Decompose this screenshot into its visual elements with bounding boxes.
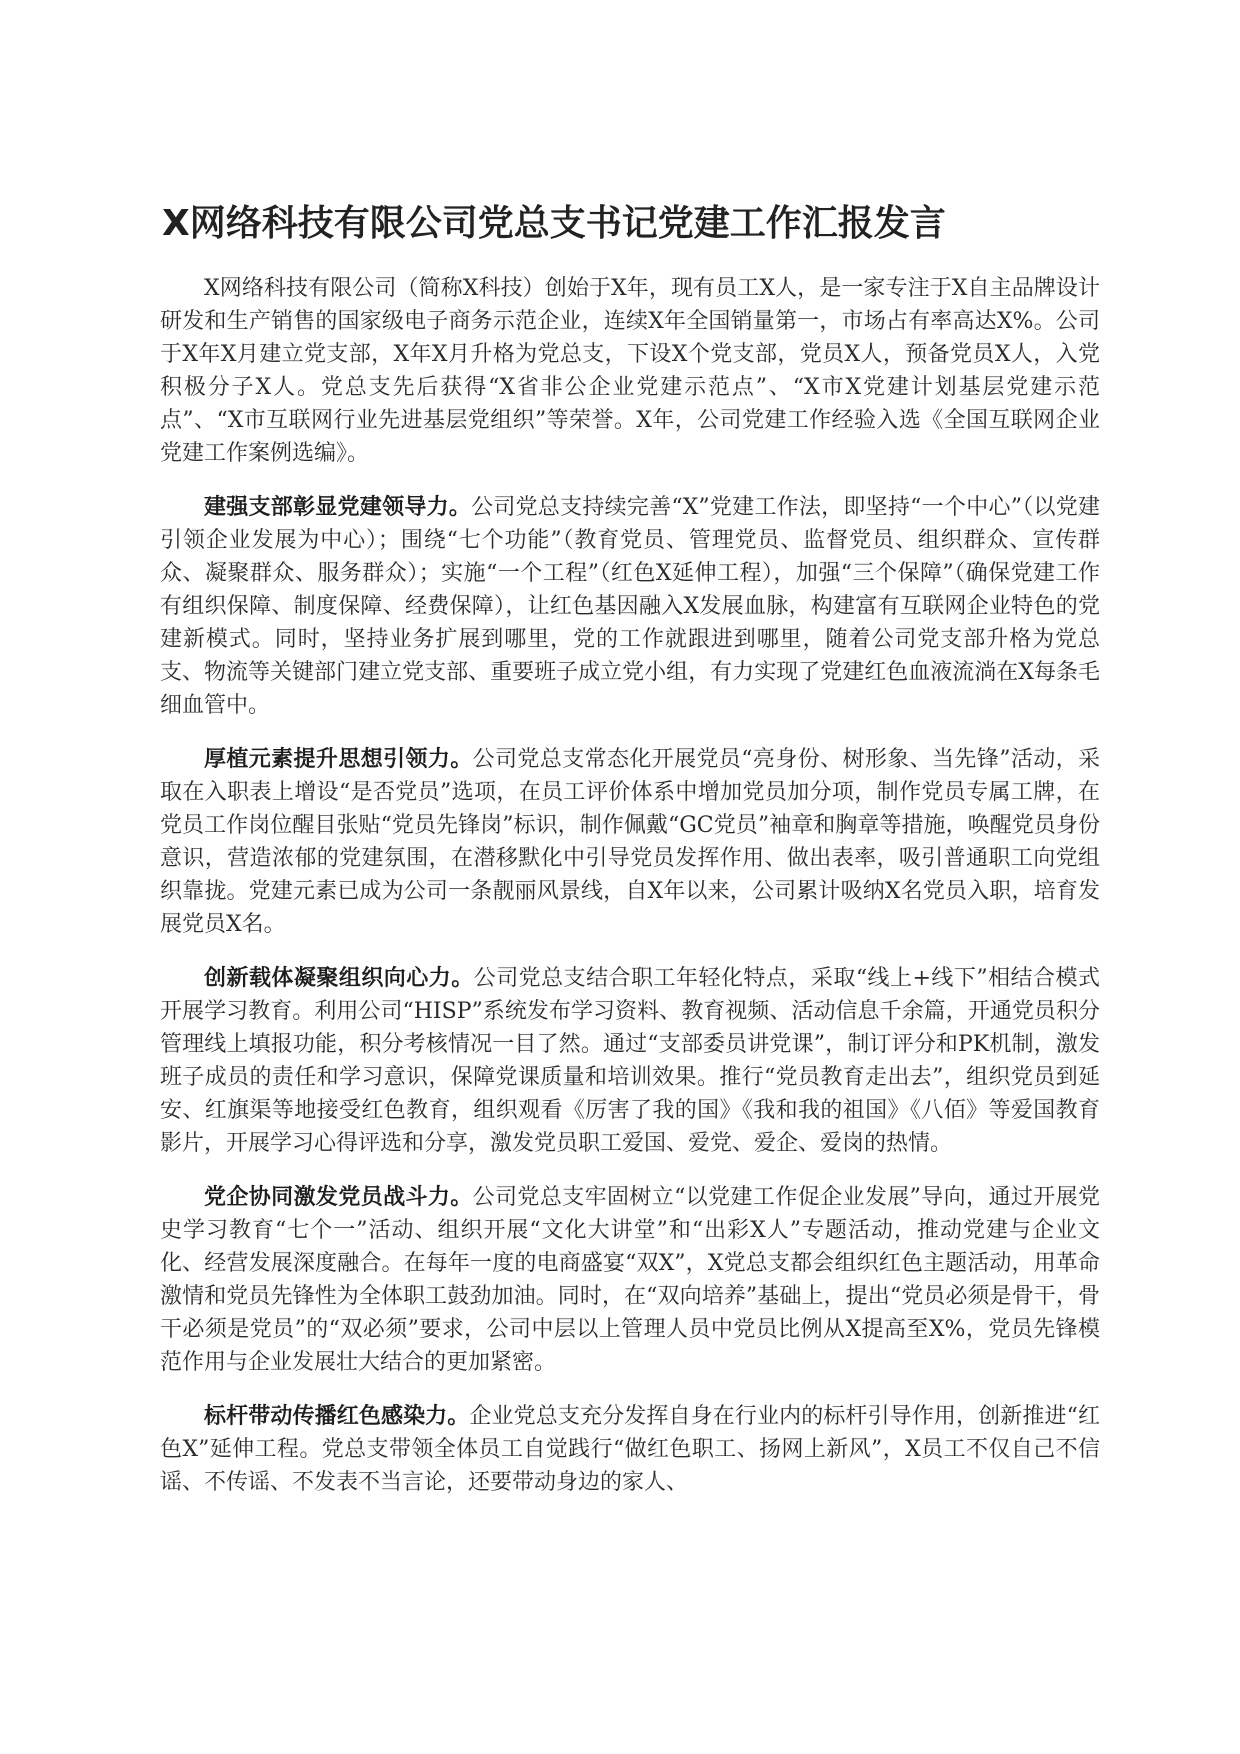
page-title: X网络科技有限公司党总支书记党建工作汇报发言 xyxy=(162,203,946,244)
paragraph-text: 公司党总支牢固树立“以党建工作促企业发展”导向，通过开展党史学习教育“七个一”活动、组织开展“文化大讲堂”和“出彩X人”专题活动，推动党建与企业文化、经营发展深度融合。在每年一度的电商盛宴“双X”，X党总支都会组织红色主题活动，用革命激情和党员先锋性为全体职工鼓劲加油。同时，在“双向培养”基础上，提出“党员必须是骨干，骨干必须是党员”的“双必须”要求，公司中层以上管理人员中党员比例从X提高至X%，党员先锋模范作用与企业发展壮大结合的更加紧密。 xyxy=(160,1185,1100,1375)
paragraph-heading: 党企协同激发党员战斗力。 xyxy=(204,1185,473,1210)
paragraph-intro xyxy=(160,272,1100,470)
paragraph-leadership xyxy=(160,491,1100,722)
paragraph-text: 公司党总支结合职工年轻化特点，采取“线上+线下”相结合模式开展学习教育。利用公司“HISP”系统发布学习资料、教育视频、活动信息千余篇，开通党员积分管理线上填报功能，积分考核情况一目了然。通过“支部委员讲党课”，制订评分和PK机制，激发班子成员的责任和学习意识，保障党课质量和培训效果。推行“党员教育走出去”，组织党员到延安、红旗渠等地接受红色教育，组织观看《厉害了我的国》《我和我的祖国》《八佰》等爱国教育影片，开展学习心得评选和分享，激发党员职工爱国、爱党、爱企、爱岗的热情。 xyxy=(160,966,1100,1156)
paragraph-cohesion xyxy=(160,962,1100,1160)
paragraph-ideology xyxy=(160,743,1100,941)
paragraph-heading: 建强支部彰显党建领导力。 xyxy=(204,495,472,520)
paragraph-text: X网络科技有限公司（简称X科技）创始于X年，现有员工X人，是一家专注于X自主品牌设计研发和生产销售的国家级电子商务示范企业，连续X年全国销量第一，市场占有率高达X%。公司于X年X月建立党支部，X年X月升格为党总支，下设X个党支部，党员X人，预备党员X人，入党积极分子X人。党总支先后获得“X省非公企业党建示范点”、“X市X党建计划基层党建示范点”、“X市互联网行业先进基层党组织”等荣誉。X年，公司党建工作经验入选《全国互联网企业党建工作案例选编》。 xyxy=(160,276,1100,466)
paragraph-heading: 标杆带动传播红色感染力。 xyxy=(204,1404,470,1429)
paragraph-heading: 创新载体凝聚组织向心力。 xyxy=(204,966,474,991)
paragraph-text: 企业党总支充分发挥自身在行业内的标杆引导作用，创新推进“红色X”延伸工程。党总支带领全体员工自觉践行“做红色职工、扬网上新风”，X员工不仅自己不信谣、不传谣、不发表不当言论，还要带动身边的家人、 xyxy=(160,1404,1100,1495)
paragraph-combat xyxy=(160,1181,1100,1379)
paragraph-text: 公司党总支常态化开展党员“亮身份、树形象、当先锋”活动，采取在入职表上增设“是否党员”选项，在员工评价体系中增加党员加分项，制作党员专属工牌，在党员工作岗位醒目张贴“党员先锋岗”标识，制作佩戴“GC党员”袖章和胸章等措施，唤醒党员身份意识，营造浓郁的党建氛围，在潜移默化中引导党员发挥作用、做出表率，吸引普通职工向党组织靠拢。党建元素已成为公司一条靓丽风景线，自X年以来，公司累计吸纳X名党员入职，培育发展党员X名。 xyxy=(160,747,1100,937)
document-body xyxy=(160,272,1100,1520)
paragraph-heading: 厚植元素提升思想引领力。 xyxy=(204,747,473,772)
paragraph-benchmark xyxy=(160,1400,1100,1499)
paragraph-text: 公司党总支持续完善“X”党建工作法，即坚持“一个中心”（以党建引领企业发展为中心）；围绕“七个功能”（教育党员、管理党员、监督党员、组织群众、宣传群众、凝聚群众、服务群众）；实施“一个工程”（红色X延伸工程），加强“三个保障”（确保党建工作有组织保障、制度保障、经费保障），让红色基因融入X发展血脉，构建富有互联网企业特色的党建新模式。同时，坚持业务扩展到哪里，党的工作就跟进到哪里，随着公司党支部升格为党总支、物流等关键部门建立党支部、重要班子成立党小组，有力实现了党建红色血液流淌在X每条毛细血管中。 xyxy=(160,495,1100,718)
